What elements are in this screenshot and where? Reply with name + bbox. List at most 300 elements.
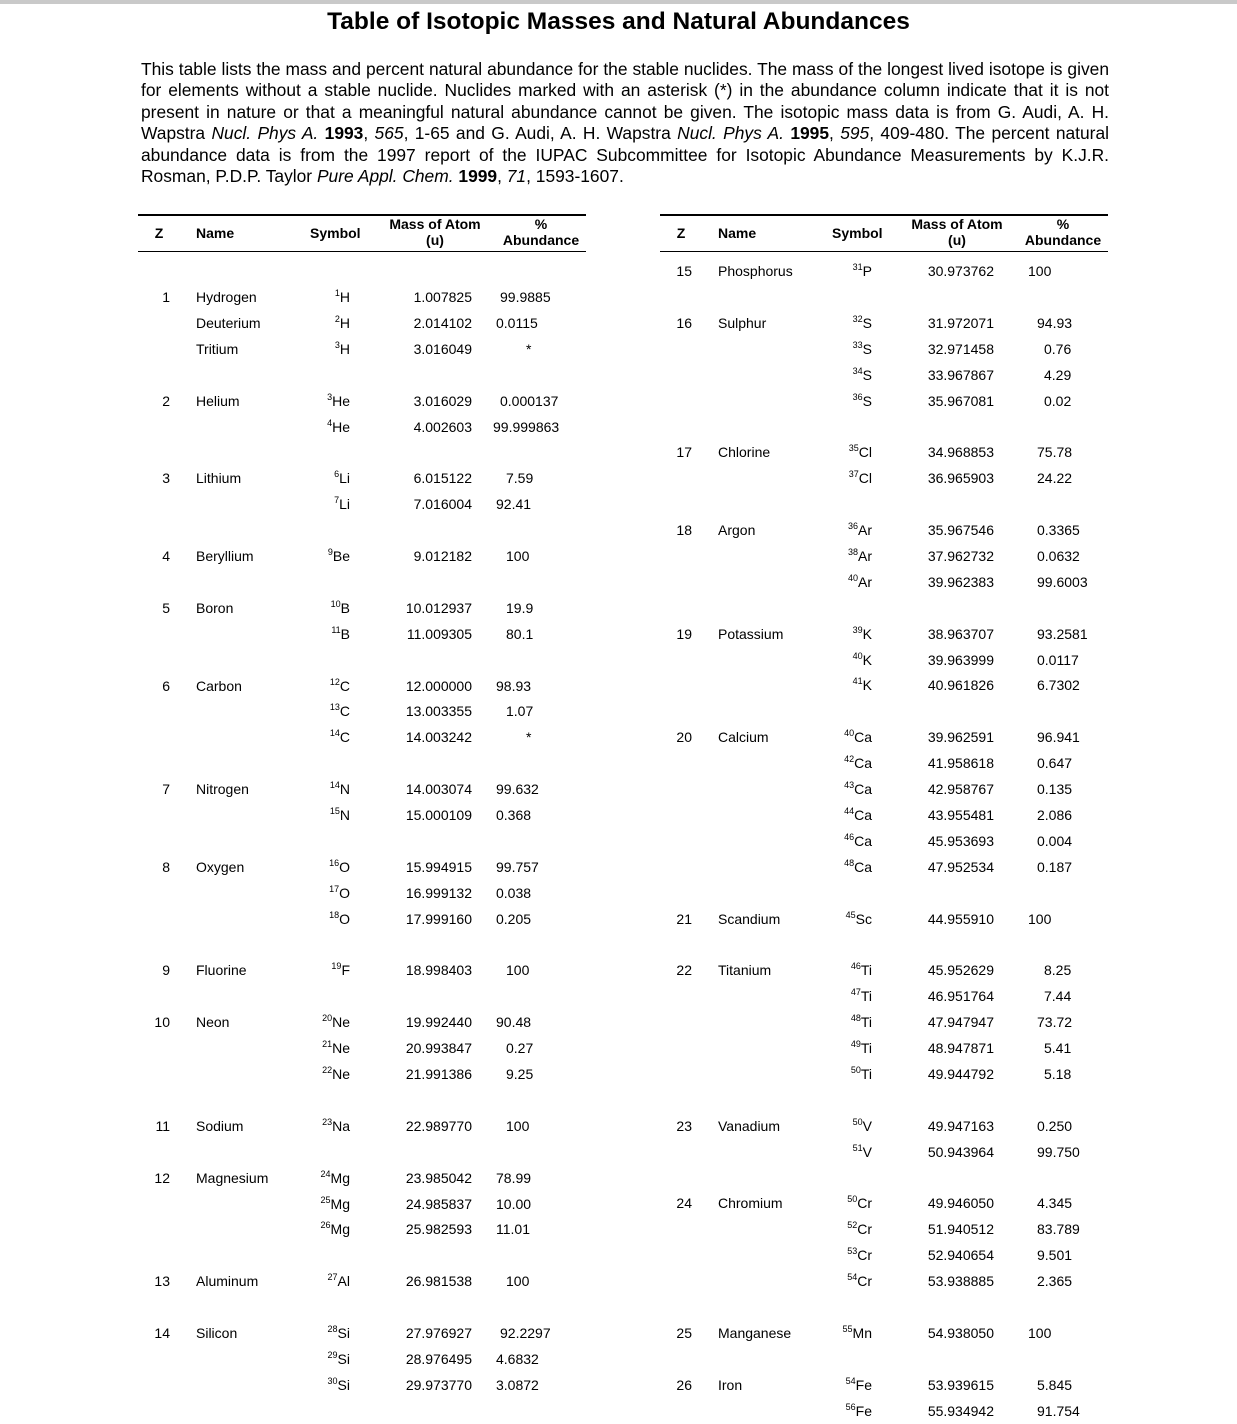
atomic-number: 1 bbox=[162, 289, 170, 305]
element-symbol: Fe bbox=[855, 1376, 872, 1393]
natural-abundance bbox=[1015, 1066, 1107, 1082]
natural-abundance bbox=[1015, 444, 1107, 460]
table-row bbox=[138, 621, 586, 647]
table-row bbox=[138, 776, 586, 802]
isotope-symbol bbox=[830, 833, 872, 849]
element-symbol: Ca bbox=[854, 858, 872, 875]
natural-abundance bbox=[493, 911, 585, 927]
abundance-value: 99.750 bbox=[1037, 1143, 1080, 1160]
atomic-mass: 54.938050 bbox=[927, 1324, 994, 1341]
abundance-value: 0.76 bbox=[1044, 340, 1072, 357]
mass-number: 4 bbox=[327, 417, 333, 428]
isotope-symbol bbox=[830, 755, 872, 771]
atomic-mass: 35.967081 bbox=[927, 392, 994, 409]
atomic-mass: 22.989770 bbox=[405, 1117, 472, 1134]
abundance-value: 5.18 bbox=[1044, 1065, 1072, 1082]
atomic-number: 10 bbox=[154, 1014, 170, 1031]
abundance-value: 78.99 bbox=[496, 1169, 532, 1186]
abundance-value: 100 bbox=[506, 1273, 530, 1290]
isotope-symbol bbox=[308, 315, 350, 331]
isotope-symbol bbox=[830, 677, 872, 693]
atomic-mass: 3.016029 bbox=[413, 392, 472, 409]
atomic-mass: 48.947871 bbox=[927, 1040, 994, 1056]
atomic-number: 4 bbox=[162, 548, 170, 564]
element-symbol: S bbox=[862, 366, 872, 383]
element-symbol: Cr bbox=[857, 1273, 872, 1290]
element-name: Chromium bbox=[718, 1195, 783, 1212]
abundance-value: 1.07 bbox=[506, 703, 534, 720]
abundance-value: 0.3365 bbox=[1037, 522, 1080, 538]
abundance-value: 93.2581 bbox=[1037, 625, 1088, 642]
mass-number: 13 bbox=[329, 702, 340, 713]
element-name: Iron bbox=[718, 1376, 743, 1393]
abundance-value: 9.501 bbox=[1037, 1247, 1073, 1264]
mass-number: 54 bbox=[845, 1375, 856, 1386]
natural-abundance bbox=[1015, 988, 1107, 1004]
natural-abundance bbox=[493, 962, 585, 978]
atomic-mass: 42.958767 bbox=[927, 781, 994, 797]
element-symbol: H bbox=[339, 289, 350, 305]
table-row bbox=[660, 569, 1108, 595]
table-row bbox=[138, 673, 586, 699]
element-name: Tritium bbox=[196, 340, 239, 357]
isotope-symbol bbox=[308, 911, 350, 927]
atomic-mass: 15.994915 bbox=[405, 858, 472, 875]
atomic-mass: 49.946050 bbox=[927, 1195, 994, 1212]
atomic-mass: 40.961826 bbox=[927, 677, 994, 694]
header-symbol: Symbol bbox=[832, 225, 883, 241]
element-symbol: K bbox=[862, 625, 872, 642]
element-symbol: Mg bbox=[330, 1221, 350, 1238]
atomic-mass: 55.934942 bbox=[927, 1402, 994, 1419]
element-symbol: Ca bbox=[854, 781, 872, 797]
table-row bbox=[660, 517, 1108, 543]
atomic-number: 9 bbox=[162, 962, 170, 979]
element-symbol: Be bbox=[332, 548, 350, 564]
element-symbol: F bbox=[341, 962, 350, 979]
table-row bbox=[660, 258, 1108, 284]
atomic-mass: 38.963707 bbox=[927, 625, 994, 642]
mass-number: 22 bbox=[322, 1065, 333, 1075]
element-symbol: Si bbox=[337, 1376, 350, 1393]
element-symbol: Cl bbox=[858, 470, 872, 487]
natural-abundance bbox=[493, 289, 585, 305]
mass-number: 15 bbox=[329, 806, 340, 816]
table-row bbox=[660, 1009, 1108, 1035]
element-symbol: Ne bbox=[332, 1040, 350, 1057]
header-abundance: % Abundance bbox=[1024, 216, 1102, 248]
atomic-mass: 39.962591 bbox=[927, 729, 994, 746]
abundance-value: 100 bbox=[506, 962, 530, 979]
element-symbol: S bbox=[862, 314, 872, 331]
natural-abundance bbox=[493, 1040, 585, 1056]
element-name: Argon bbox=[718, 522, 756, 538]
atomic-mass: 25.982593 bbox=[405, 1221, 472, 1238]
natural-abundance bbox=[1015, 962, 1107, 978]
natural-abundance bbox=[493, 729, 585, 745]
atomic-mass: 27.976927 bbox=[405, 1325, 472, 1341]
abundance-value: 19.9 bbox=[506, 599, 534, 616]
element-symbol: Na bbox=[332, 1117, 350, 1134]
abundance-value: 4.29 bbox=[1044, 366, 1072, 383]
isotope-symbol bbox=[830, 911, 872, 927]
table-row bbox=[660, 647, 1108, 673]
abundance-value: 10.00 bbox=[496, 1195, 532, 1212]
atomic-mass: 53.939615 bbox=[927, 1376, 994, 1393]
table-row bbox=[660, 310, 1108, 336]
table-row bbox=[660, 1268, 1108, 1294]
abundance-value: 6.7302 bbox=[1037, 677, 1080, 694]
isotope-symbol bbox=[308, 703, 350, 719]
table-row bbox=[138, 1346, 586, 1372]
element-symbol: Sc bbox=[855, 910, 872, 927]
natural-abundance bbox=[493, 1273, 585, 1289]
element-name: Silicon bbox=[196, 1325, 238, 1341]
atomic-mass: 52.940654 bbox=[927, 1247, 994, 1264]
element-name: Lithium bbox=[196, 470, 242, 487]
mass-number: 2 bbox=[334, 313, 340, 324]
table-row bbox=[138, 595, 586, 621]
abundance-value: 94.93 bbox=[1037, 314, 1073, 331]
abundance-value: 0.250 bbox=[1037, 1117, 1073, 1134]
natural-abundance bbox=[1015, 1195, 1107, 1211]
natural-abundance bbox=[493, 1221, 585, 1237]
journal-ref-3: Pure Appl. Chem. bbox=[316, 166, 454, 187]
atomic-mass: 29.973770 bbox=[405, 1376, 472, 1393]
element-name: Titanium bbox=[718, 962, 772, 979]
element-name: Nitrogen bbox=[196, 781, 249, 798]
isotope-symbol bbox=[830, 444, 872, 460]
isotope-symbol bbox=[308, 729, 350, 745]
table-row bbox=[138, 465, 586, 491]
element-name: Vanadium bbox=[718, 1117, 781, 1134]
atomic-mass: 34.968853 bbox=[927, 444, 994, 461]
natural-abundance bbox=[1015, 263, 1107, 279]
element-symbol: Ti bbox=[860, 1065, 872, 1082]
isotope-symbol bbox=[308, 470, 350, 486]
natural-abundance bbox=[493, 885, 585, 901]
atomic-mass: 45.952629 bbox=[927, 962, 994, 979]
natural-abundance bbox=[493, 626, 585, 642]
atomic-number: 23 bbox=[676, 1117, 692, 1134]
atomic-mass: 10.012937 bbox=[405, 599, 472, 616]
table-row bbox=[138, 1035, 586, 1061]
journal-ref-2: Nucl. Phys A. bbox=[677, 123, 784, 144]
mass-number: 56 bbox=[845, 1401, 856, 1412]
isotope-symbol bbox=[308, 1196, 350, 1212]
abundance-value: 0.647 bbox=[1037, 755, 1073, 772]
table-row bbox=[138, 1372, 586, 1398]
isotope-symbol bbox=[830, 626, 872, 642]
natural-abundance bbox=[493, 315, 585, 331]
table-body-right bbox=[660, 214, 1108, 1424]
abundance-value: 9.25 bbox=[506, 1066, 534, 1082]
element-symbol: Ca bbox=[854, 806, 872, 823]
atomic-mass: 11.009305 bbox=[406, 625, 472, 642]
isotope-symbol bbox=[830, 315, 872, 331]
abundance-value: 3.0872 bbox=[496, 1376, 539, 1393]
element-symbol: Al bbox=[337, 1273, 350, 1290]
table-row bbox=[660, 336, 1108, 362]
atomic-mass: 26.981538 bbox=[405, 1273, 472, 1290]
atomic-mass: 1.007825 bbox=[413, 289, 472, 305]
atomic-mass: 28.976495 bbox=[405, 1350, 472, 1367]
atomic-mass: 9.012182 bbox=[413, 548, 472, 564]
isotope-symbol bbox=[308, 1118, 350, 1134]
abundance-value: 100 bbox=[1028, 263, 1052, 279]
atomic-number: 19 bbox=[676, 625, 692, 642]
element-symbol: C bbox=[339, 677, 350, 694]
table-row bbox=[660, 465, 1108, 491]
element-symbol: Li bbox=[339, 496, 350, 513]
mass-number: 3 bbox=[327, 391, 333, 402]
table-row bbox=[138, 957, 586, 983]
mass-number: 24 bbox=[320, 1168, 331, 1179]
natural-abundance bbox=[1015, 1403, 1107, 1419]
natural-abundance bbox=[493, 1170, 585, 1186]
element-symbol: Fe bbox=[855, 1402, 872, 1419]
natural-abundance bbox=[1015, 859, 1107, 875]
element-symbol: Cr bbox=[857, 1195, 872, 1212]
abundance-value: 100 bbox=[506, 1117, 530, 1134]
mass-number: 39 bbox=[852, 624, 863, 635]
mass-number: 30 bbox=[327, 1375, 338, 1386]
natural-abundance bbox=[493, 496, 585, 512]
mass-number: 50 bbox=[852, 1116, 863, 1127]
abundance-value: 99.757 bbox=[496, 858, 539, 875]
atomic-mass: 31.972071 bbox=[927, 314, 994, 331]
mass-number: 50 bbox=[847, 1194, 858, 1205]
natural-abundance bbox=[1015, 626, 1107, 642]
abundance-value: * bbox=[526, 729, 532, 746]
atomic-mass: 24.985837 bbox=[405, 1195, 472, 1212]
isotope-symbol bbox=[830, 1273, 872, 1289]
element-symbol: Ar bbox=[858, 522, 872, 538]
mass-number: 44 bbox=[844, 805, 855, 816]
atomic-mass: 49.947163 bbox=[927, 1117, 994, 1134]
natural-abundance bbox=[493, 548, 585, 564]
abundance-value: 0.135 bbox=[1037, 781, 1073, 797]
table-row bbox=[660, 543, 1108, 569]
element-symbol: Li bbox=[339, 470, 350, 487]
mass-number: 37 bbox=[848, 469, 859, 480]
header-z: Z bbox=[154, 225, 164, 241]
isotope-symbol bbox=[308, 885, 350, 901]
atomic-mass: 39.962383 bbox=[927, 573, 994, 590]
abundance-value: 80.1 bbox=[506, 625, 534, 642]
mass-number: 53 bbox=[847, 1246, 858, 1257]
natural-abundance bbox=[1015, 1273, 1107, 1289]
table-row bbox=[138, 1191, 586, 1217]
table-row bbox=[660, 1139, 1108, 1165]
mass-number: 16 bbox=[329, 857, 340, 868]
abundance-value: 0.0632 bbox=[1037, 547, 1080, 564]
element-symbol: N bbox=[339, 807, 350, 823]
atomic-mass: 43.955481 bbox=[927, 806, 994, 823]
atomic-mass: 6.015122 bbox=[413, 470, 472, 487]
table-row bbox=[138, 336, 586, 362]
element-symbol: O bbox=[339, 910, 350, 927]
atomic-number: 5 bbox=[162, 599, 170, 616]
isotope-symbol bbox=[830, 470, 872, 486]
table-row bbox=[660, 672, 1108, 698]
abundance-value: 99.999863 bbox=[493, 418, 560, 435]
isotope-symbol bbox=[830, 367, 872, 383]
isotope-symbol bbox=[830, 1325, 872, 1341]
mass-number: 20 bbox=[322, 1013, 333, 1024]
atomic-number: 11 bbox=[155, 1117, 170, 1134]
isotope-symbol bbox=[308, 1066, 350, 1082]
table-row bbox=[660, 388, 1108, 414]
element-symbol: Ti bbox=[860, 1040, 872, 1056]
element-symbol: Ca bbox=[854, 832, 872, 849]
table-row bbox=[138, 388, 586, 414]
atomic-mass: 4.002603 bbox=[413, 418, 472, 435]
atomic-number: 3 bbox=[162, 470, 170, 487]
mass-number: 29 bbox=[327, 1349, 338, 1360]
mass-number: 47 bbox=[850, 987, 861, 998]
isotope-symbol bbox=[308, 1377, 350, 1393]
mass-number: 55 bbox=[842, 1323, 853, 1334]
abundance-value: 2.365 bbox=[1037, 1273, 1073, 1290]
abundance-value: 100 bbox=[1028, 1324, 1052, 1341]
atomic-number: 18 bbox=[676, 522, 692, 538]
abundance-value: 4.345 bbox=[1037, 1195, 1073, 1212]
table-row bbox=[660, 1320, 1108, 1346]
mass-number: 54 bbox=[847, 1272, 858, 1283]
element-symbol: He bbox=[332, 392, 350, 409]
mass-number: 36 bbox=[847, 521, 858, 531]
abundance-value: 0.187 bbox=[1037, 858, 1073, 875]
isotope-symbol bbox=[830, 548, 872, 564]
isotope-symbol bbox=[830, 522, 872, 538]
natural-abundance bbox=[493, 859, 585, 875]
isotope-symbol bbox=[830, 781, 872, 797]
isotope-symbol bbox=[308, 626, 350, 642]
element-symbol: K bbox=[862, 651, 872, 668]
abundance-value: 99.6003 bbox=[1037, 573, 1088, 590]
atomic-mass: 53.938885 bbox=[927, 1273, 994, 1290]
atomic-mass: 46.951764 bbox=[927, 988, 994, 1005]
isotope-symbol bbox=[830, 1144, 872, 1160]
natural-abundance bbox=[1015, 1144, 1107, 1160]
atomic-mass: 7.016004 bbox=[413, 496, 472, 513]
table-row bbox=[138, 698, 586, 724]
natural-abundance bbox=[493, 781, 585, 797]
atomic-mass: 13.003355 bbox=[405, 703, 472, 720]
abundance-value: 0.038 bbox=[496, 884, 532, 901]
natural-abundance bbox=[493, 678, 585, 694]
atomic-mass: 39.963999 bbox=[927, 651, 994, 668]
isotope-symbol bbox=[308, 496, 350, 512]
element-symbol: V bbox=[862, 1143, 872, 1160]
table-row bbox=[138, 906, 586, 932]
mass-number: 41 bbox=[852, 676, 863, 687]
table-row bbox=[660, 439, 1108, 465]
element-symbol: O bbox=[339, 884, 350, 901]
table-row bbox=[660, 1242, 1108, 1268]
atomic-mass: 15.000109 bbox=[405, 807, 472, 823]
abundance-value: 100 bbox=[506, 548, 530, 564]
element-symbol: B bbox=[340, 599, 350, 616]
mass-number: 36 bbox=[852, 391, 863, 402]
top-border bbox=[0, 0, 1237, 4]
isotope-symbol bbox=[830, 574, 872, 590]
header-name: Name bbox=[718, 225, 757, 241]
element-symbol: Cr bbox=[857, 1221, 872, 1238]
element-symbol: He bbox=[332, 418, 350, 435]
atomic-mass: 49.944792 bbox=[927, 1065, 994, 1082]
element-symbol: Cl bbox=[858, 444, 872, 461]
element-name: Scandium bbox=[718, 910, 781, 927]
mass-number: 42 bbox=[844, 754, 855, 765]
natural-abundance bbox=[493, 703, 585, 719]
table-row bbox=[660, 1190, 1108, 1216]
mass-number: 46 bbox=[844, 831, 855, 842]
natural-abundance bbox=[1015, 755, 1107, 771]
abundance-value: 0.27 bbox=[506, 1040, 534, 1057]
element-symbol: N bbox=[339, 781, 350, 798]
mass-number: 25 bbox=[320, 1194, 331, 1205]
table-row bbox=[138, 1268, 586, 1294]
atomic-mass: 41.958618 bbox=[927, 755, 994, 772]
natural-abundance bbox=[1015, 1221, 1107, 1237]
isotope-symbol bbox=[830, 1403, 872, 1419]
table-row bbox=[660, 362, 1108, 388]
atomic-mass: 47.947947 bbox=[927, 1014, 994, 1031]
element-symbol: B bbox=[340, 625, 350, 642]
mass-number: 40 bbox=[852, 650, 863, 661]
atomic-mass: 51.940512 bbox=[927, 1221, 994, 1238]
abundance-value: 100 bbox=[1028, 910, 1052, 927]
natural-abundance bbox=[493, 1118, 585, 1134]
mass-number: 33 bbox=[852, 339, 863, 350]
element-name: Carbon bbox=[196, 677, 242, 694]
atomic-number: 22 bbox=[676, 962, 692, 979]
table-row bbox=[660, 724, 1108, 750]
mass-number: 38 bbox=[847, 546, 858, 557]
isotope-symbol bbox=[830, 988, 872, 1004]
header-mass: Mass of Atom (u) bbox=[911, 216, 1003, 248]
element-symbol: Ne bbox=[332, 1014, 350, 1031]
atomic-mass: 30.973762 bbox=[927, 263, 994, 279]
atomic-mass: 23.985042 bbox=[405, 1169, 472, 1186]
abundance-value: 96.941 bbox=[1037, 729, 1080, 746]
mass-number: 46 bbox=[850, 961, 861, 972]
mass-number: 3 bbox=[334, 339, 340, 350]
element-name: Helium bbox=[196, 392, 240, 409]
table-row bbox=[660, 854, 1108, 880]
table-row bbox=[138, 1061, 586, 1087]
atomic-mass: 16.999132 bbox=[405, 884, 472, 901]
isotope-symbol bbox=[830, 1014, 872, 1030]
element-symbol: Mn bbox=[852, 1324, 872, 1341]
mass-number: 35 bbox=[848, 443, 859, 454]
element-name: Sulphur bbox=[718, 314, 767, 331]
natural-abundance bbox=[1015, 652, 1107, 668]
table-row bbox=[138, 880, 586, 906]
element-symbol: Ca bbox=[854, 729, 872, 746]
isotope-symbol bbox=[308, 1014, 350, 1030]
mass-number: 50 bbox=[850, 1064, 861, 1075]
table-row bbox=[660, 1061, 1108, 1087]
abundance-value: 24.22 bbox=[1037, 470, 1073, 487]
atomic-mass: 2.014102 bbox=[413, 314, 472, 331]
header-mass: Mass of Atom (u) bbox=[389, 216, 481, 248]
element-symbol: Mg bbox=[330, 1195, 350, 1212]
table-row bbox=[138, 414, 586, 440]
atomic-number: 2 bbox=[162, 392, 170, 409]
